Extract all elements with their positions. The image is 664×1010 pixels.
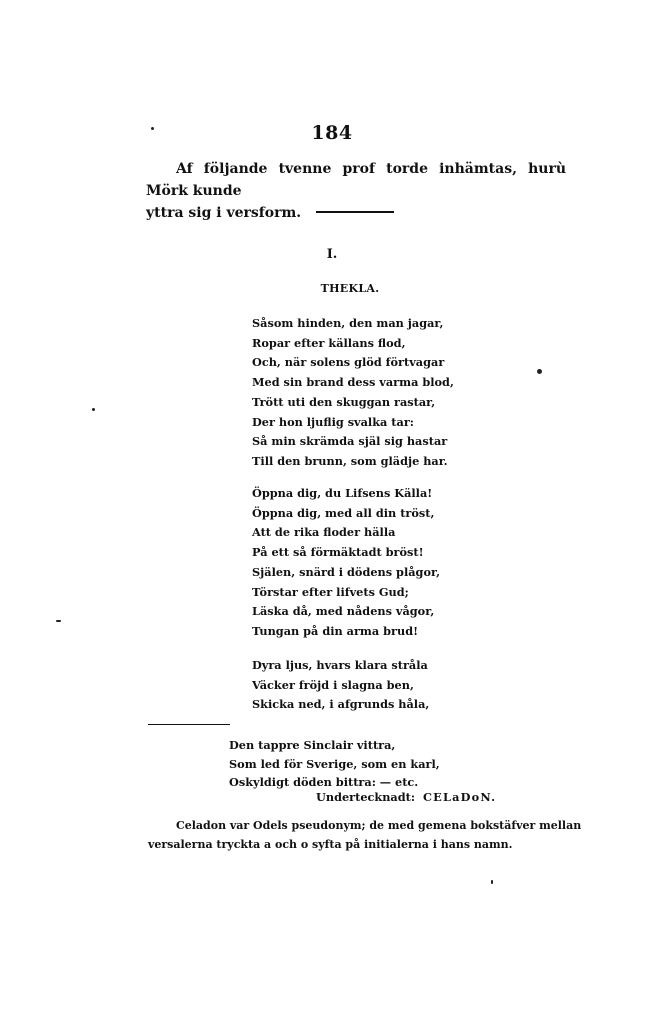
footnote-text [148, 816, 582, 854]
signature-label: Undertecknadt: [316, 790, 416, 804]
section-number: I. [326, 247, 338, 262]
scan-speck [537, 369, 542, 374]
verse-line: Såsom hinden, den man jagar, [252, 316, 444, 330]
footnote-divider [148, 724, 230, 725]
footnote-text-line-1: Celadon var Odels pseudonym; de med gemena bokstäfver mellan [176, 819, 582, 832]
verse-line: Med sin brand dess varma blod, [252, 375, 454, 390]
verse-line: Dyra ljus, hvars klara stråla [252, 658, 428, 672]
stanza-3 [252, 656, 429, 715]
verse-line: Törstar efter lifvets Gud; [252, 584, 409, 599]
quote-line: Som led för Sverige, som en karl, [229, 756, 440, 771]
intro-paragraph [146, 158, 566, 224]
verse-line: Till den brunn, som glädje har. [252, 453, 448, 468]
verse-line: Att de rika floder hälla [252, 525, 396, 540]
quote-line: Oskyldigt döden bittra: — etc. [229, 775, 419, 789]
verse-line: Öppna dig, med all din tröst, [252, 505, 435, 520]
footnote-quote [229, 736, 440, 792]
poem-title: THEKLA. [320, 282, 380, 295]
signature [316, 790, 496, 804]
verse-line: Så min skrämda själ sig hastar [252, 434, 448, 449]
stanza-2 [252, 484, 440, 642]
intro-line-2: yttra sig i versform. [146, 205, 302, 221]
scan-speck [56, 620, 61, 622]
section-divider [316, 211, 394, 213]
verse-line: Skicka ned, i afgrunds håla, [252, 697, 430, 712]
verse-line: Själen, snärd i dödens plågor, [252, 564, 441, 579]
verse-line: Läska då, med nådens vågor, [252, 604, 435, 619]
verse-line: Trött uti den skuggan rastar, [252, 394, 436, 409]
verse-line: Ropar efter källans flod, [252, 335, 406, 350]
verse-line: Der hon ljuflig svalka tar: [252, 414, 414, 429]
verse-line: På ett så förmäktadt bröst! [252, 545, 424, 560]
page-number: 184 [311, 122, 353, 144]
scan-speck [92, 408, 95, 411]
quote-line: Den tappre Sinclair vittra, [229, 738, 396, 752]
scan-speck [491, 880, 493, 884]
verse-line: Väcker fröjd i slagna ben, [252, 677, 414, 692]
footnote-text-line-2: versalerna tryckta a och o syfta på initialerna i hans namn. [148, 838, 513, 851]
verse-line: Och, när solens glöd förtvagar [252, 355, 445, 370]
verse-line: Öppna dig, du Lifsens Källa! [252, 486, 433, 500]
intro-line-1: Af följande tvenne prof torde inhämtas, hurù Mörk kunde [146, 161, 566, 199]
scan-speck [151, 127, 154, 130]
signature-name: CELaDoN. [422, 790, 497, 804]
verse-line: Tungan på din arma brud! [252, 623, 419, 638]
stanza-1 [252, 314, 454, 472]
